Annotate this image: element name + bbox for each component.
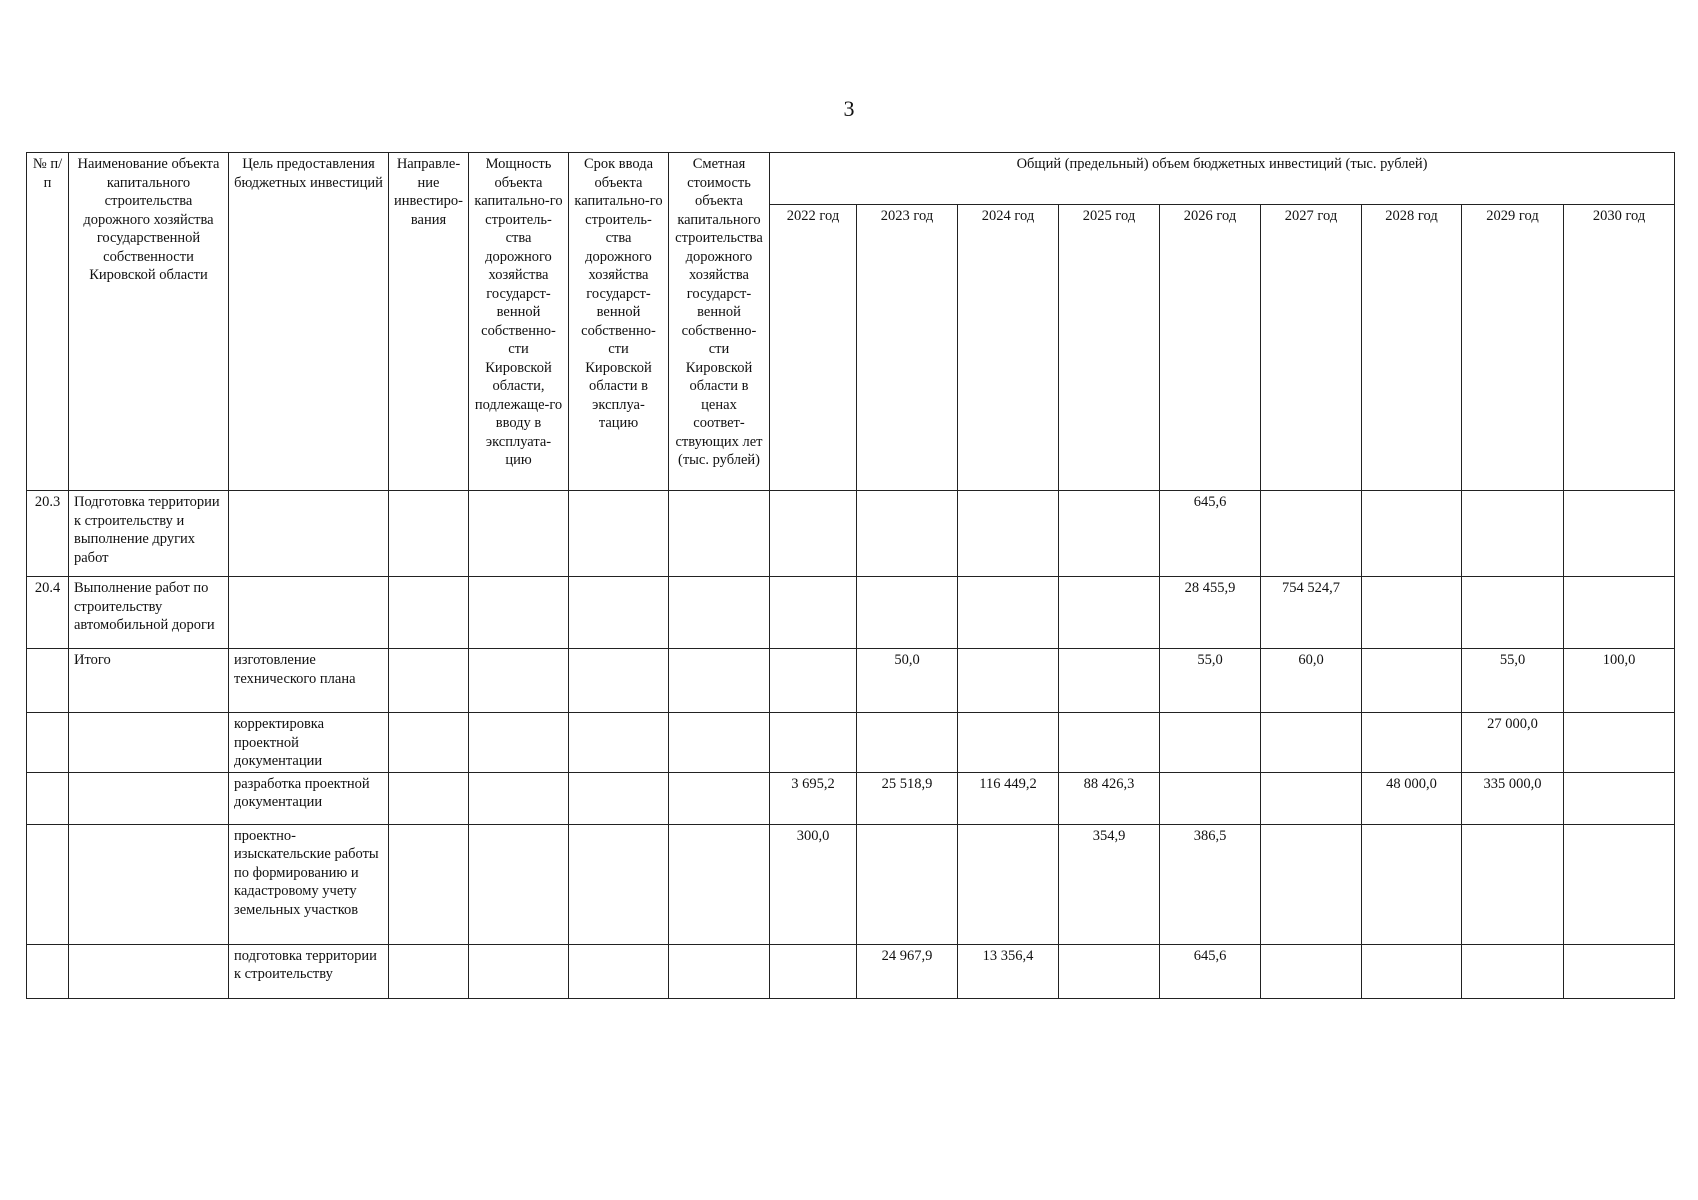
table-row [27,713,1675,773]
table-row [27,577,1675,649]
year-header: 2025 год [1059,205,1160,491]
header-goal: Цель предоставления бюджетных инвестиций [229,153,389,491]
investment-value [1564,577,1675,649]
cost-cell [669,944,770,998]
investment-value: 116 449,2 [958,772,1059,824]
investment-value [1564,491,1675,577]
year-header: 2022 год [770,205,857,491]
direction-cell [389,824,469,944]
deadline-cell [569,944,669,998]
cost-cell [669,713,770,773]
investment-value: 55,0 [1160,649,1261,713]
investment-value [1362,824,1462,944]
investment-value [1564,944,1675,998]
year-header: 2027 год [1261,205,1362,491]
investment-value: 100,0 [1564,649,1675,713]
investment-value [1261,713,1362,773]
capacity-cell [469,491,569,577]
direction-cell [389,944,469,998]
investment-value [1059,649,1160,713]
investment-value [1362,577,1462,649]
investment-value: 300,0 [770,824,857,944]
investment-value [770,491,857,577]
investment-value: 25 518,9 [857,772,958,824]
investment-value: 754 524,7 [1261,577,1362,649]
investment-value [1564,772,1675,824]
header-direction: Направле-ние инвестиро-вания [389,153,469,491]
investment-value [1160,713,1261,773]
investment-value [958,577,1059,649]
deadline-cell [569,772,669,824]
investment-value: 88 426,3 [1059,772,1160,824]
capacity-cell [469,944,569,998]
investment-value: 60,0 [1261,649,1362,713]
header-estimated-cost: Сметная стоимость объекта капитального строительства дорожного хозяйства государст-венной собственно-сти Кировской области в ценах соответ-ствующих лет (тыс. рублей) [669,153,770,491]
table-body [27,491,1675,999]
investment-value [958,649,1059,713]
row-number [27,772,69,824]
investment-value: 27 000,0 [1462,713,1564,773]
investment-goal: разработка проектной документации [229,772,389,824]
investment-value [1059,944,1160,998]
investment-value: 50,0 [857,649,958,713]
investment-value [1564,713,1675,773]
investment-value [1261,944,1362,998]
investment-value [1462,577,1564,649]
table-row [27,944,1675,998]
direction-cell [389,713,469,773]
investment-value [1462,944,1564,998]
row-number [27,649,69,713]
capacity-cell [469,824,569,944]
investment-value: 3 695,2 [770,772,857,824]
object-name [69,944,229,998]
investment-value [958,824,1059,944]
header-object-name: Наименование объекта капитального строительства дорожного хозяйства государственной собственности Кировской области [69,153,229,491]
investment-value [1362,649,1462,713]
investment-value [1462,824,1564,944]
cost-cell [669,491,770,577]
page-number: 3 [843,96,855,121]
year-header: 2023 год [857,205,958,491]
capacity-cell [469,772,569,824]
investment-value [1059,713,1160,773]
investment-goal [229,491,389,577]
investment-value: 28 455,9 [1160,577,1261,649]
investment-value [770,944,857,998]
investment-value: 335 000,0 [1462,772,1564,824]
row-number [27,944,69,998]
object-name [69,772,229,824]
row-number: 20.3 [27,491,69,577]
direction-cell [389,772,469,824]
direction-cell [389,491,469,577]
investment-value [1160,772,1261,824]
object-name [69,824,229,944]
direction-cell [389,577,469,649]
investment-goal: подготовка территории к строительству [229,944,389,998]
investment-value [1564,824,1675,944]
capacity-cell [469,577,569,649]
deadline-cell [569,649,669,713]
investment-value: 13 356,4 [958,944,1059,998]
year-header: 2030 год [1564,205,1675,491]
row-number [27,713,69,773]
direction-cell [389,649,469,713]
investment-goal: корректировка проектной документации [229,713,389,773]
investment-value [1261,824,1362,944]
header-capacity: Мощность объекта капитально-го строитель-ства дорожного хозяйства государст-венной собственно-сти Кировской области, подлежаще-го вводу в эксплуата-цию [469,153,569,491]
investment-value [770,713,857,773]
investment-value [857,491,958,577]
investment-value: 24 967,9 [857,944,958,998]
cost-cell [669,824,770,944]
header-total-investments: Общий (предельный) объем бюджетных инвестиций (тыс. рублей) [770,153,1675,205]
investment-value: 645,6 [1160,944,1261,998]
investment-value [1362,491,1462,577]
header-num: № п/п [27,153,69,491]
deadline-cell [569,713,669,773]
table-row [27,824,1675,944]
year-header: 2028 год [1362,205,1462,491]
investment-goal [229,577,389,649]
cost-cell [669,649,770,713]
investment-value [1362,713,1462,773]
investment-value [958,491,1059,577]
investment-value: 645,6 [1160,491,1261,577]
header-deadline: Срок ввода объекта капитально-го строитель-ства дорожного хозяйства государст-венной собственно-сти Кировской области в эксплуа-тацию [569,153,669,491]
investment-value [770,649,857,713]
year-header: 2026 год [1160,205,1261,491]
cost-cell [669,577,770,649]
investment-value [1059,491,1160,577]
capacity-cell [469,649,569,713]
deadline-cell [569,824,669,944]
investment-value: 354,9 [1059,824,1160,944]
investment-value [1261,772,1362,824]
object-name: Подготовка территории к строительству и выполнение других работ [69,491,229,577]
investment-value [770,577,857,649]
year-header: 2024 год [958,205,1059,491]
row-number [27,824,69,944]
investment-value: 55,0 [1462,649,1564,713]
investment-value: 48 000,0 [1362,772,1462,824]
investment-value [1059,577,1160,649]
deadline-cell [569,577,669,649]
investment-value [857,824,958,944]
object-name: Выполнение работ по строительству автомобильной дороги [69,577,229,649]
year-header: 2029 год [1462,205,1564,491]
table-row [27,772,1675,824]
object-name: Итого [69,649,229,713]
table-row [27,491,1675,577]
investment-value [1261,491,1362,577]
budget-investments-table [26,152,1675,999]
investment-value [1362,944,1462,998]
capacity-cell [469,713,569,773]
investment-value [958,713,1059,773]
investment-value: 386,5 [1160,824,1261,944]
object-name [69,713,229,773]
investment-value [857,713,958,773]
row-number: 20.4 [27,577,69,649]
cost-cell [669,772,770,824]
investment-value [1462,491,1564,577]
deadline-cell [569,491,669,577]
table-row [27,649,1675,713]
investment-goal: изготовление технического плана [229,649,389,713]
investment-goal: проектно-изыскательские работы по формированию и кадастровому учету земельных участков [229,824,389,944]
investment-value [857,577,958,649]
